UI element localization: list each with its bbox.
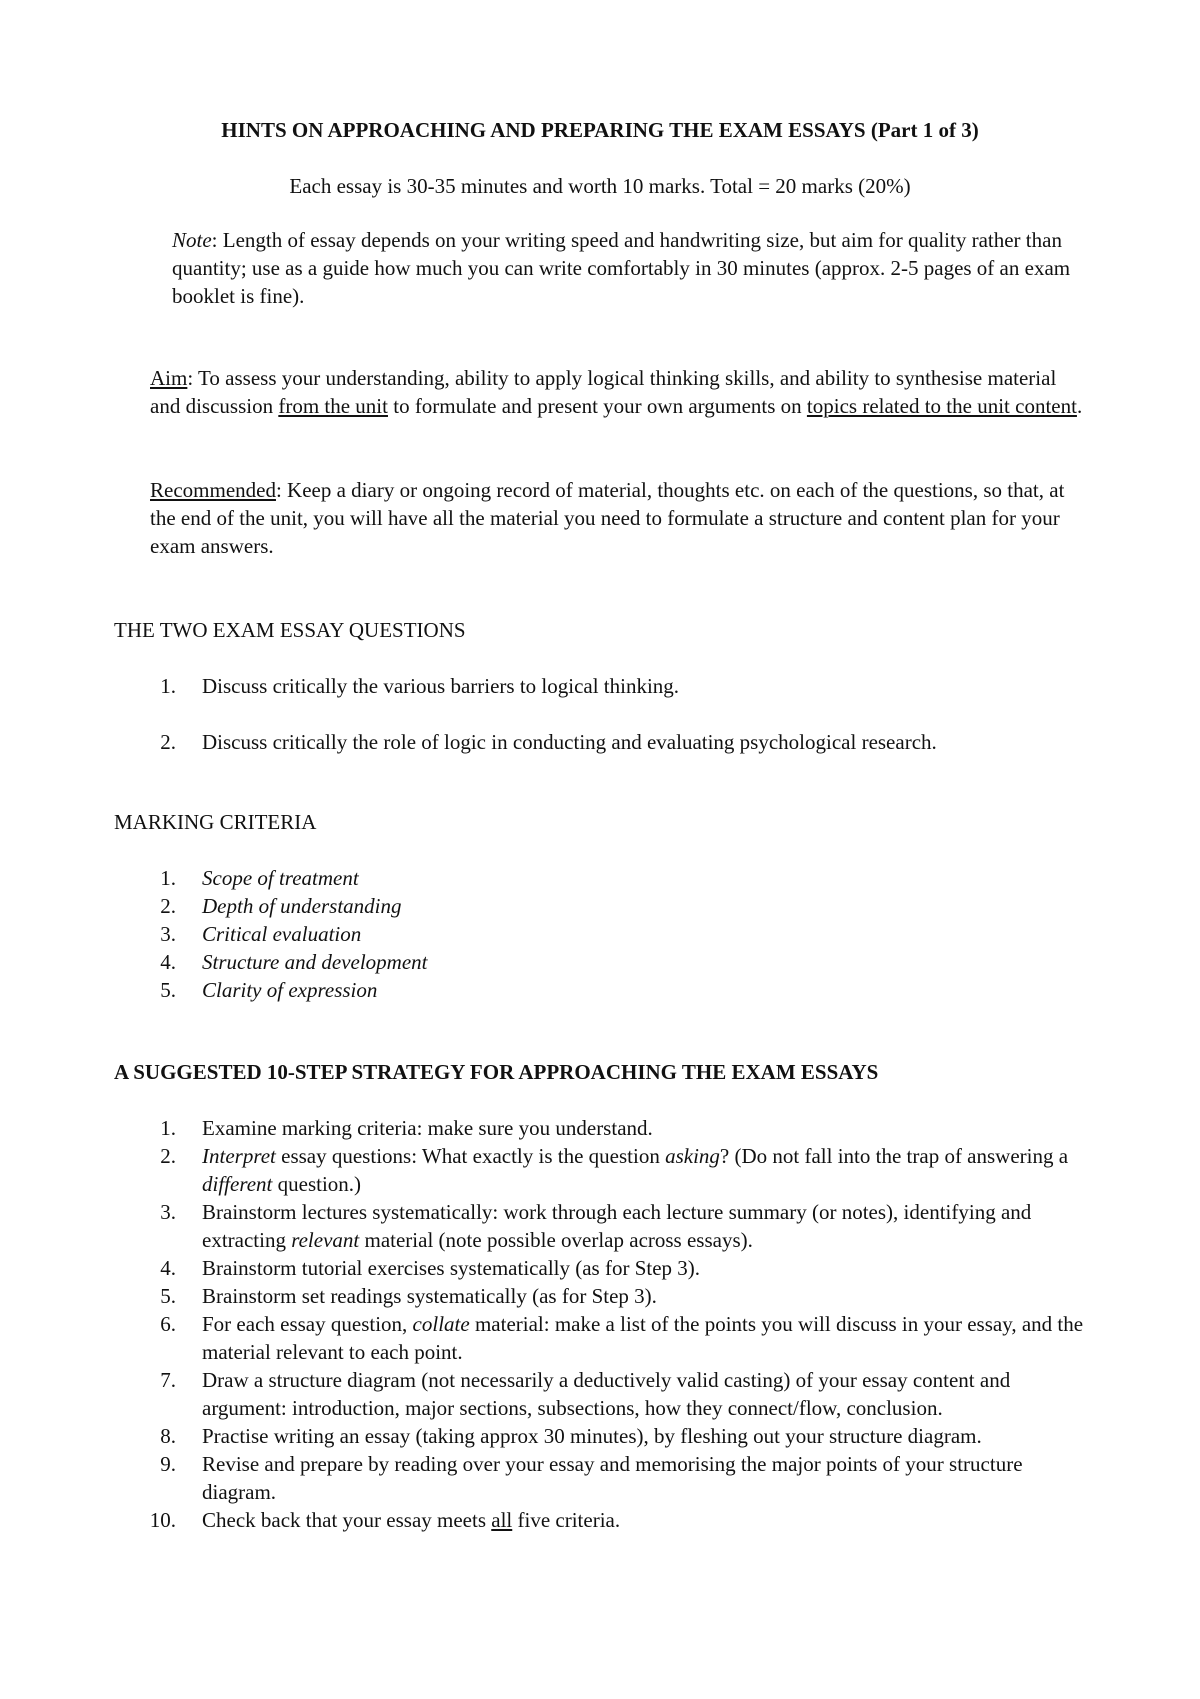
criterion-number: 4. [160, 950, 176, 974]
step-number: 9. [160, 1452, 176, 1476]
criterion-text: Clarity of expression [202, 978, 378, 1002]
step-text: For each essay question, [202, 1312, 413, 1336]
step-number: 6. [160, 1312, 176, 1336]
strategy-step [114, 1198, 1094, 1254]
strategy-list [114, 1114, 1094, 1534]
aim-text-1: : To assess your understanding, ability to apply logical thinking skills, and ability to synthesise material and discussion [150, 366, 1057, 418]
step-emphasis: different [202, 1172, 273, 1196]
strategy-step [114, 1310, 1094, 1366]
questions-heading: THE TWO EXAM ESSAY QUESTIONS [114, 618, 466, 642]
step-text: material (note possible overlap across essays). [359, 1228, 753, 1252]
step-number: 7. [160, 1368, 176, 1392]
strategy-step [114, 1142, 1094, 1198]
strategy-step [114, 1254, 1094, 1282]
step-text: Examine marking criteria: make sure you understand. [202, 1116, 653, 1140]
step-text: Revise and prepare by reading over your essay and memorising the major points of your structure diagram. [202, 1452, 1023, 1504]
question-text: Discuss critically the various barriers to logical thinking. [202, 674, 680, 698]
step-text: Brainstorm set readings systematically (as for Step 3). [202, 1284, 657, 1308]
step-number: 3. [160, 1200, 176, 1224]
aim-underlined-1: from the unit [278, 394, 388, 418]
note-label: Note [172, 228, 212, 252]
criterion-text: Critical evaluation [202, 922, 362, 946]
criterion-number: 5. [160, 978, 176, 1002]
criterion-item [114, 864, 714, 892]
step-number: 4. [160, 1256, 176, 1280]
step-number: 8. [160, 1424, 176, 1448]
recommended-paragraph [150, 476, 1090, 560]
page-subtitle: Each essay is 30-35 minutes and worth 10 marks. Total = 20 marks (20%) [289, 174, 911, 198]
criteria-list [114, 864, 714, 1004]
recommended-text: : Keep a diary or ongoing record of material, thoughts etc. on each of the questions, so that, at the end of the unit, you will have all the material you need to formulate a structure and content plan for your exam answers. [150, 478, 1065, 558]
note-text: : Length of essay depends on your writing speed and handwriting size, but aim for quality rather than quantity; use as a guide how much you can write comfortably in 30 minutes (approx. 2-5 pages of an exam booklet is fine). [172, 228, 1071, 308]
step-text: Draw a structure diagram (not necessarily a deductively valid casting) of your essay content and argument: introduction, major sections, subsections, how they connect/flow, conclusion. [202, 1368, 1011, 1420]
step-emphasis: Interpret [202, 1144, 276, 1168]
step-emphasis: relevant [291, 1228, 360, 1252]
step-number: 1. [160, 1116, 176, 1140]
criterion-item [114, 948, 714, 976]
step-text: Practise writing an essay (taking approx 30 minutes), by fleshing out your structure diagram. [202, 1424, 982, 1448]
step-text: question.) [272, 1172, 362, 1196]
page-title: HINTS ON APPROACHING AND PREPARING THE EXAM ESSAYS (Part 1 of 3) [221, 118, 979, 142]
criterion-item [114, 892, 714, 920]
criterion-text: Scope of treatment [202, 866, 359, 890]
step-text: five criteria. [512, 1508, 621, 1532]
criterion-text: Structure and development [202, 950, 428, 974]
strategy-heading: A SUGGESTED 10-STEP STRATEGY FOR APPROACHING THE EXAM ESSAYS [114, 1060, 879, 1084]
step-number: 5. [160, 1284, 176, 1308]
strategy-step [114, 1366, 1094, 1422]
note-paragraph [172, 226, 1102, 310]
strategy-step [114, 1422, 1094, 1450]
criterion-number: 1. [160, 866, 176, 890]
recommended-label: Recommended [150, 478, 276, 502]
aim-underlined-2: topics related to the unit content [806, 394, 1077, 418]
step-emphasis: asking [665, 1144, 720, 1168]
question-text: Discuss critically the role of logic in conducting and evaluating psychological research. [202, 730, 937, 754]
step-underlined: all [491, 1508, 513, 1532]
strategy-step [114, 1114, 1094, 1142]
aim-text-2: to formulate and present your own arguments on [387, 394, 807, 418]
step-text: essay questions: What exactly is the question [275, 1144, 666, 1168]
aim-paragraph [150, 364, 1090, 420]
step-text: Brainstorm tutorial exercises systematically (as for Step 3). [202, 1256, 701, 1280]
step-text: Check back that your essay meets [202, 1508, 492, 1532]
criteria-heading: MARKING CRITERIA [114, 810, 317, 834]
strategy-step [114, 1450, 1094, 1506]
question-item [114, 672, 1094, 700]
question-item [114, 728, 1094, 756]
questions-list [114, 672, 1094, 756]
criterion-text: Depth of understanding [202, 894, 402, 918]
criterion-item [114, 920, 714, 948]
criterion-number: 2. [160, 894, 176, 918]
step-text: Brainstorm lectures systematically: work through each lecture summary (or notes), identifying and extracting [202, 1200, 1032, 1252]
step-number: 2. [160, 1144, 176, 1168]
step-emphasis: collate [412, 1312, 470, 1336]
aim-text-3: . [1076, 394, 1083, 418]
criterion-number: 3. [160, 922, 176, 946]
question-number: 1. [160, 674, 176, 698]
criterion-item [114, 976, 714, 1004]
strategy-step [114, 1506, 1094, 1534]
question-number: 2. [160, 730, 176, 754]
step-number: 10. [149, 1508, 176, 1532]
aim-label: Aim [150, 366, 188, 390]
strategy-step [114, 1282, 1094, 1310]
step-text: ? (Do not fall into the trap of answering a [719, 1144, 1069, 1168]
step-text: material: make a list of the points you will discuss in your essay, and the material relevant to each point. [202, 1312, 1084, 1364]
